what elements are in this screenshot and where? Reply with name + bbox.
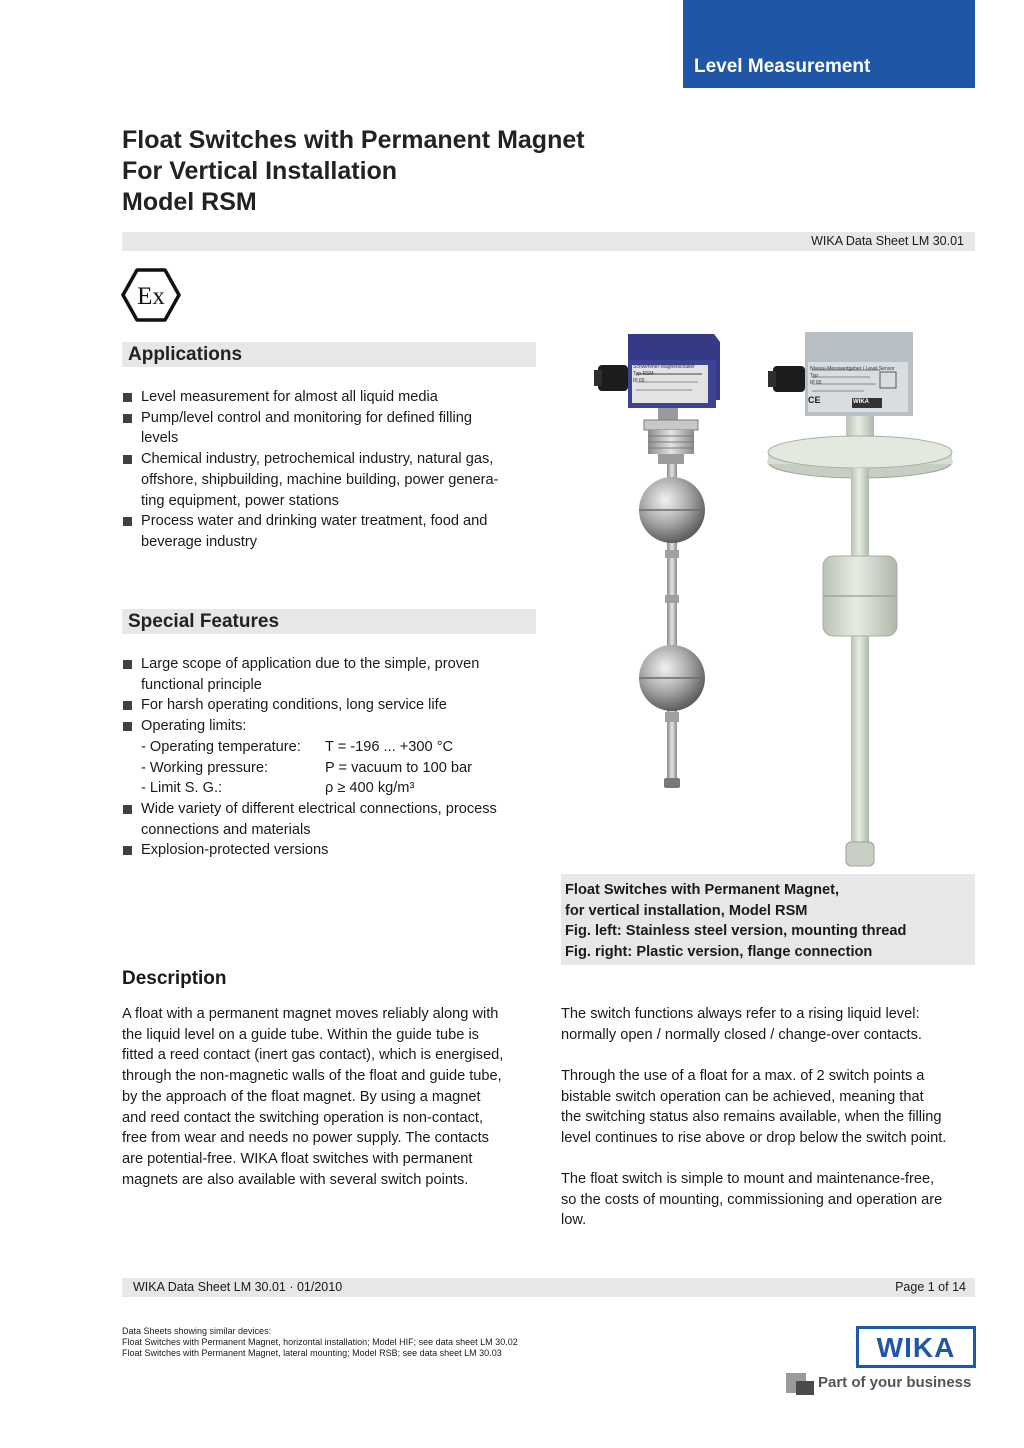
- list-item: For harsh operating conditions, long service life: [122, 695, 542, 716]
- figure-caption: Float Switches with Permanent Magnet, for vertical installation, Model RSM Fig. left: Stainless steel version, mounting thread Fig. right: Plastic version, flange connection: [561, 874, 975, 965]
- list-item: Chemical industry, petrochemical industry, natural gas, offshore, shipbuilding, machine building, power genera- ting equipment, power stations: [122, 449, 542, 511]
- applications-list: [122, 387, 542, 553]
- ex-logo-text: Ex: [137, 283, 165, 310]
- footer-bar: [122, 1278, 975, 1297]
- list-item: Level measurement for almost all liquid media: [122, 387, 542, 408]
- applications-heading: Applications: [122, 342, 536, 367]
- list-item: Operating limits: - Operating temperature: T = -196 ... +300 °C - Working pressure: P = vacuum to 100 bar - Limit S. G.: ρ ≥ 400 kg/m³: [122, 716, 542, 799]
- title-line-1: Float Switches with Permanent Magnet: [122, 126, 585, 154]
- list-item: Large scope of application due to the simple, proven functional principle: [122, 654, 542, 695]
- special-features-list: [122, 654, 542, 861]
- footer-datasheet: WIKA Data Sheet LM 30.01 · 01/2010: [133, 1280, 343, 1294]
- ce-mark: CE: [808, 395, 821, 405]
- operating-limit-sg: - Limit S. G.: ρ ≥ 400 kg/m³: [141, 780, 415, 797]
- right-device-label: Niveau-Messwertgeber / Level Sensor Typ IP 65: [810, 366, 895, 386]
- list-item: Pump/level control and monitoring for defined filling levels: [122, 408, 542, 449]
- datasheet-bar: [122, 232, 975, 251]
- plastic-float-switch: [768, 332, 952, 866]
- operating-limit-temperature: - Operating temperature: T = -196 ... +300 °C: [141, 738, 454, 755]
- title-line-3: Model RSM: [122, 188, 257, 216]
- description-right-paragraph-1: The switch functions always refer to a rising liquid level: normally open / normally closed / change-over contacts.: [561, 1006, 922, 1043]
- stainless-steel-float-switch: [594, 334, 720, 788]
- operating-limit-pressure: - Working pressure: P = vacuum to 100 bar: [141, 759, 472, 776]
- product-image: [580, 320, 960, 875]
- wika-logo: WIKA: [856, 1326, 976, 1368]
- ex-protection-icon: [121, 268, 181, 322]
- title-line-2: For Vertical Installation: [122, 157, 398, 185]
- device-brand-label: WIKA: [853, 399, 869, 405]
- page-title: [122, 125, 585, 218]
- datasheet-number: WIKA Data Sheet LM 30.01: [811, 234, 964, 248]
- category-tab: [683, 0, 975, 88]
- special-features-heading: Special Features: [122, 609, 536, 634]
- category-label: Level Measurement: [694, 56, 871, 77]
- tagline-text: Part of your business: [818, 1374, 972, 1391]
- tagline-logo: [786, 1371, 976, 1395]
- description-heading: Description: [122, 968, 227, 989]
- description-right-paragraph-2: Through the use of a float for a max. of 2 switch points a bistable switch operation can be achieved, meaning that the switching status also remains available, when the filling level continues to rise above or drop below the switch point.: [561, 1068, 947, 1147]
- list-item: Process water and drinking water treatment, food and beverage industry: [122, 511, 542, 552]
- list-item: Explosion-protected versions: [122, 840, 542, 861]
- left-device-label: Schwimmer-Magnetschalter Typ RSM IP 65: [633, 364, 695, 384]
- description-left-paragraph: A float with a permanent magnet moves reliably along with the liquid level on a guide tube. Within the guide tube is fitted a reed contact (inert gas contact), which is energised, through the non-magnetic walls of the float and guide tube, by the approach of the float magnet. By using a magnet and reed contact the switching operation is non-contact, free from wear and needs no power supply. The contacts are potential-free. WIKA float switches with permanent magnets are also available with several switch points.: [122, 1006, 504, 1188]
- page-number: Page 1 of 14: [895, 1280, 966, 1294]
- similar-devices-note: Data Sheets showing similar devices: Float Switches with Permanent Magnet, horizontal installation; Model HIF; see data sheet LM 30.02 Float Switches with Permanent Magnet, lateral mounting; Model RSB; see data sheet LM 30.03: [122, 1326, 518, 1358]
- list-item: Wide variety of different electrical connections, process connections and materials: [122, 799, 542, 840]
- description-right-paragraph-3: The float switch is simple to mount and maintenance-free, so the costs of mounting, commissioning and operation are low.: [561, 1171, 943, 1229]
